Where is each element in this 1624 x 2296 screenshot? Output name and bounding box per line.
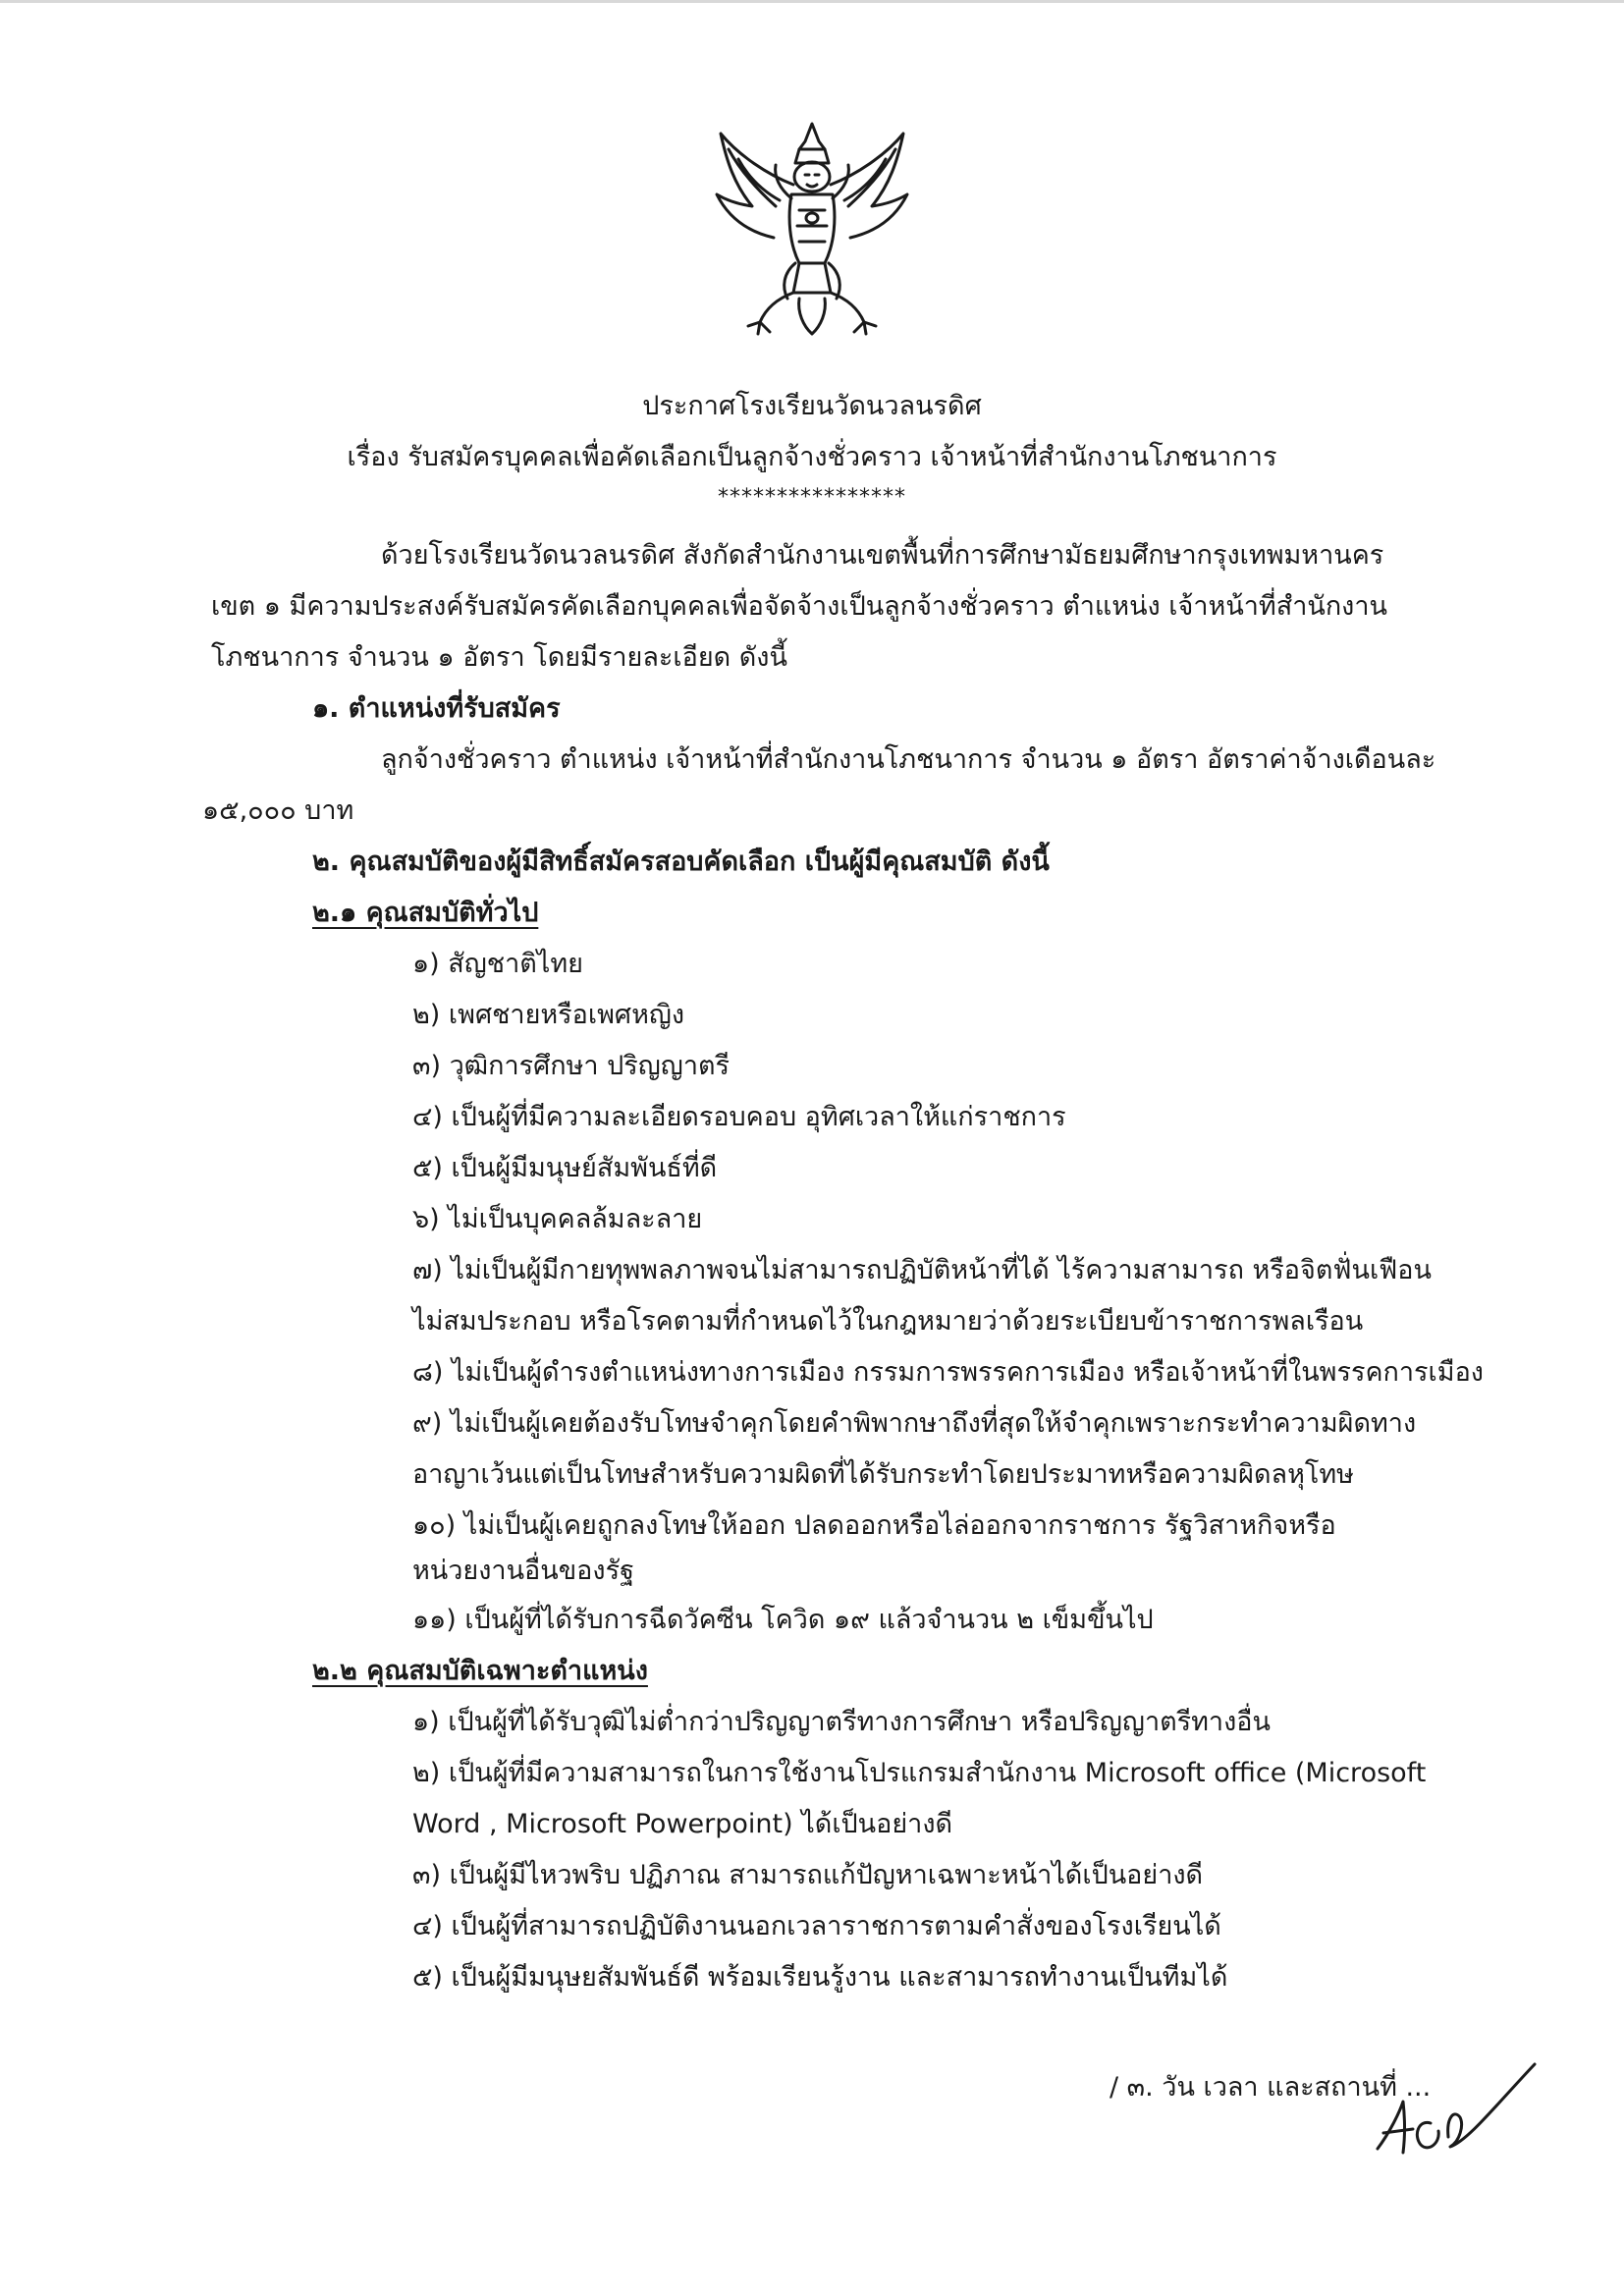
general-item: ๓) วุฒิการศึกษา ปริญญาตรี xyxy=(412,1051,731,1081)
general-item-continuation: อาญาเว้นแต่เป็นโทษสำหรับความผิดที่ได้รับกระทำโดยประมาทหรือความผิดลหุโทษ xyxy=(412,1459,1354,1490)
specific-item: ๒) เป็นผู้ที่มีความสามารถในการใช้งานโปรแกรมสำนักงาน Microsoft office (Microsoft xyxy=(412,1758,1427,1788)
general-item: ๔) เป็นผู้ที่มีความละเอียดรอบคอบ อุทิศเวลาให้แก่ราชการ xyxy=(412,1102,1066,1132)
announcement-subject: เรื่อง รับสมัครบุคคลเพื่อคัดเลือกเป็นลูกจ้างชั่วคราว เจ้าหน้าที่สำนักงานโภชนาการ xyxy=(347,442,1277,472)
general-item-continuation: หน่วยงานอื่นของรัฐ xyxy=(412,1556,634,1586)
general-item: ๑๐) ไม่เป็นผู้เคยถูกลงโทษให้ออก ปลดออกหรือไล่ออกจากราชการ รัฐวิสาหกิจหรือ xyxy=(412,1510,1336,1541)
specific-item: ๕) เป็นผู้มีมนุษยสัมพันธ์ดี พร้อมเรียนรู้งาน และสามารถทำงานเป็นทีมได้ xyxy=(412,1962,1228,1993)
continued-note: / ๓. วัน เวลา และสถานที่ ... xyxy=(1110,2072,1432,2103)
specific-item: ๓) เป็นผู้มีไหวพริบ ปฏิภาณ สามารถแก้ปัญหาเฉพาะหน้าได้เป็นอย่างดี xyxy=(412,1860,1204,1890)
general-item: ๑) สัญชาติไทย xyxy=(412,949,583,979)
general-item: ๒) เพศชายหรือเพศหญิง xyxy=(412,1000,685,1030)
specific-item-continuation: Word , Microsoft Powerpoint) ได้เป็นอย่างดี xyxy=(412,1809,953,1839)
specific-item: ๔) เป็นผู้ที่สามารถปฏิบัติงานนอกเวลาราชการตามคำสั่งของโรงเรียนได้ xyxy=(412,1911,1221,1941)
intro-line-3: โภชนาการ จำนวน ๑ อัตรา โดยมีรายละเอียด ดังนี้ xyxy=(211,642,787,673)
title-separator: **************** xyxy=(718,485,906,510)
general-item: ๖) ไม่เป็นบุคคลล้มละลาย xyxy=(412,1204,703,1234)
general-item: ๗) ไม่เป็นผู้มีกายทุพพลภาพจนไม่สามารถปฏิบัติหน้าที่ได้ ไร้ความสามารถ หรือจิตฟั่นเฟือน xyxy=(412,1255,1432,1285)
scan-edge-rule xyxy=(0,0,1624,3)
section-1-line-1: ลูกจ้างชั่วคราว ตำแหน่ง เจ้าหน้าที่สำนักงานโภชนาการ จำนวน ๑ อัตรา อัตราค่าจ้างเดือนละ xyxy=(381,744,1436,775)
intro-line-1: ด้วยโรงเรียนวัดนวลนรดิศ สังกัดสำนักงานเขตพื้นที่การศึกษามัธยมศึกษากรุงเทพมหานคร xyxy=(381,540,1384,571)
section-2-heading: ๒. คุณสมบัติของผู้มีสิทธิ์สมัครสอบคัดเลือก เป็นผู้มีคุณสมบัติ ดังนี้ xyxy=(312,847,1050,877)
general-qualifications-heading: ๒.๑ คุณสมบัติทั่วไป xyxy=(312,898,539,928)
general-item: ๕) เป็นผู้มีมนุษย์สัมพันธ์ที่ดี xyxy=(412,1153,718,1183)
section-1-line-2: ๑๕,๐๐๐ บาท xyxy=(202,795,354,826)
section-1-heading: ๑. ตำแหน่งที่รับสมัคร xyxy=(312,693,561,724)
garuda-emblem-icon xyxy=(709,116,915,344)
general-item-continuation: ไม่สมประกอบ หรือโรคตามที่กำหนดไว้ในกฎหมายว่าด้วยระเบียบข้าราชการพลเรือน xyxy=(412,1306,1364,1337)
general-item: ๑๑) เป็นผู้ที่ได้รับการฉีดวัคซีน โควิด ๑๙ แล้วจำนวน ๒ เข็มขึ้นไป xyxy=(412,1605,1154,1635)
specific-item: ๑) เป็นผู้ที่ได้รับวุฒิไม่ต่ำกว่าปริญญาตรีทางการศึกษา หรือปริญญาตรีทางอื่น xyxy=(412,1707,1271,1737)
intro-line-2: เขต ๑ มีความประสงค์รับสมัครคัดเลือกบุคคลเพื่อจัดจ้างเป็นลูกจ้างชั่วคราว ตำแหน่ง เจ้าหน้าที่สำนักงาน xyxy=(211,591,1387,622)
handwritten-initials xyxy=(1370,2054,1542,2162)
general-item: ๘) ไม่เป็นผู้ดำรงตำแหน่งทางการเมือง กรรมการพรรคการเมือง หรือเจ้าหน้าที่ในพรรคการเมือง xyxy=(412,1357,1484,1388)
general-item: ๙) ไม่เป็นผู้เคยต้องรับโทษจำคุกโดยคำพิพากษาถึงที่สุดให้จำคุกเพราะกระทำความผิดทาง xyxy=(412,1408,1417,1439)
specific-qualifications-heading: ๒.๒ คุณสมบัติเฉพาะตำแหน่ง xyxy=(312,1656,648,1686)
announcement-title: ประกาศโรงเรียนวัดนวลนรดิศ xyxy=(642,391,982,421)
